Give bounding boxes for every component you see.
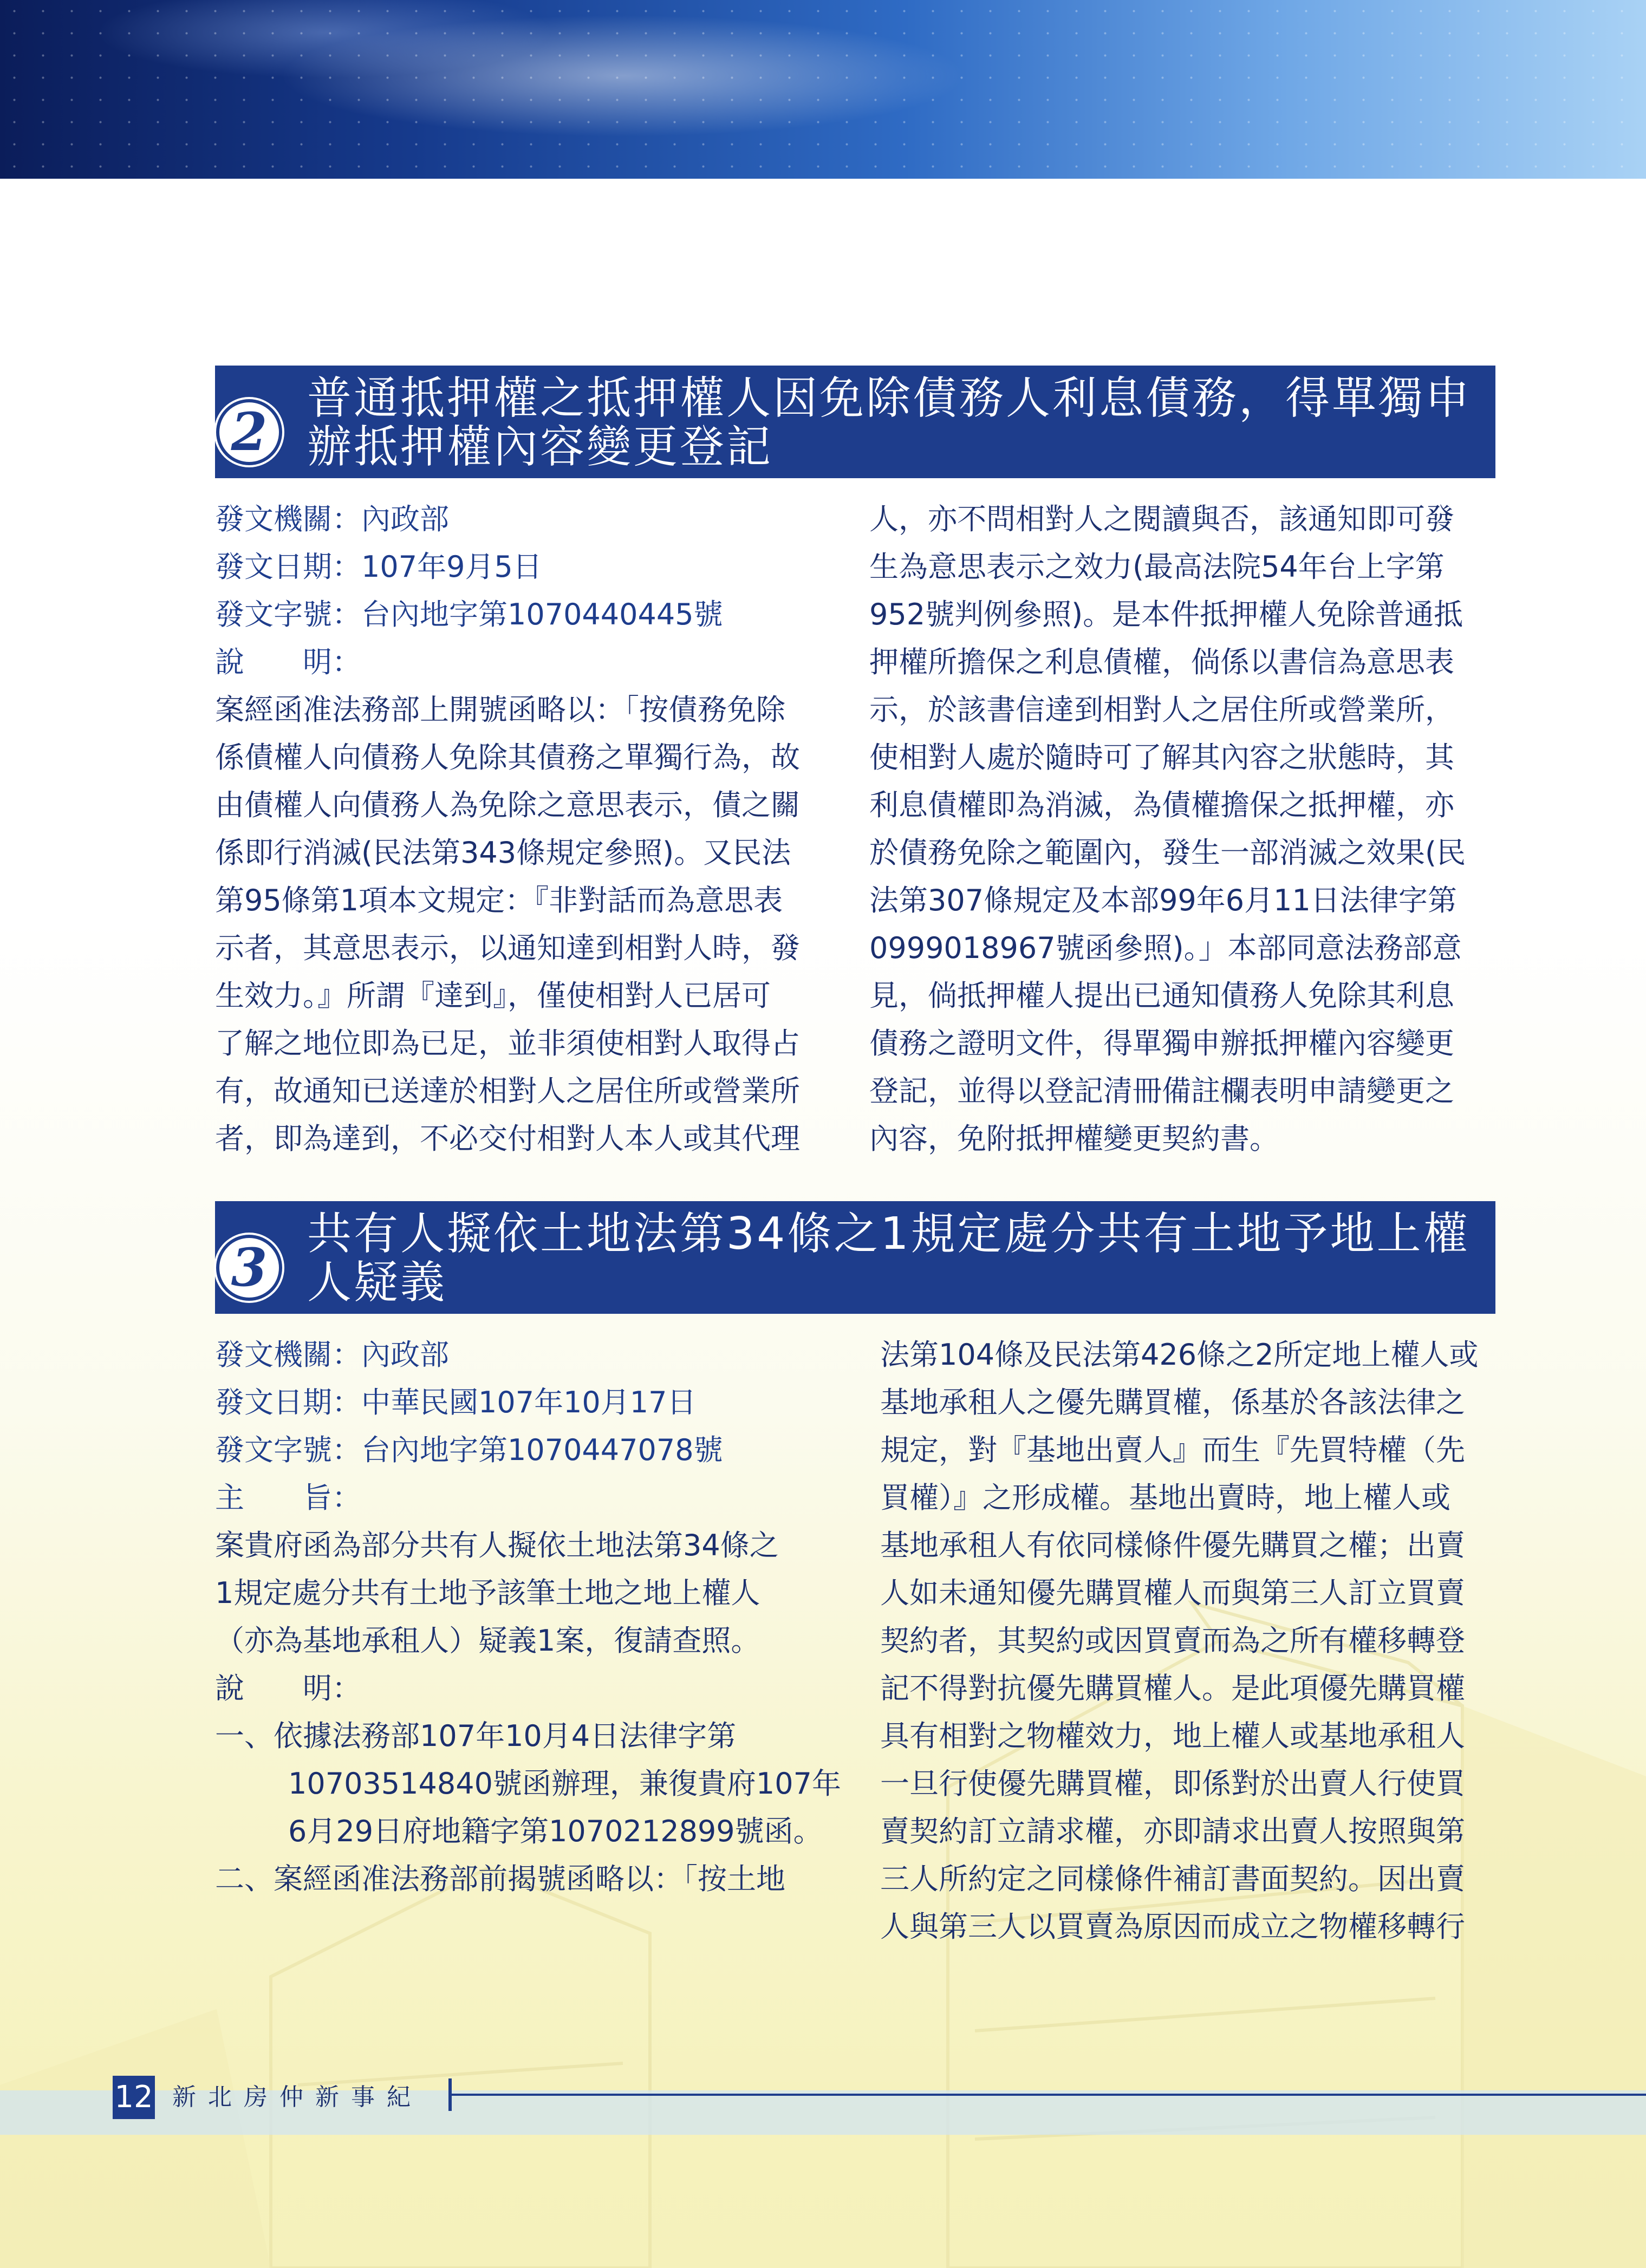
body-line: 952號判例參照)。是本件抵押權人免除普通抵 [869, 597, 1463, 631]
section-right-column [880, 1331, 1508, 1951]
body-line: 債務之證明文件，得單獨申辦抵押權內容變更 [869, 1026, 1454, 1060]
body-line: 生效力。』所謂『達到』，僅使相對人已居可 [215, 979, 771, 1013]
section-number-badge: 3 [216, 1235, 282, 1301]
subject-label: 主 旨： [215, 1481, 361, 1515]
body-line: 示者，其意思表示，以通知達到相對人時，發 [215, 931, 800, 965]
list-item-2: 二、案經函准法務部前揭號函略以：「按土地 [215, 1862, 785, 1896]
body-line: 三人所約定之同樣條件補訂書面契約。因出賣 [880, 1862, 1465, 1896]
section-title [307, 1210, 1477, 1307]
body-line: 係即行消滅(民法第343條規定參照)。又民法 [215, 836, 791, 870]
page-number: 12 [113, 2076, 155, 2119]
body-line: 由債權人向債務人為免除之意思表示，債之關 [215, 788, 800, 822]
body-line: 0999018967號函參照)。」本部同意法務部意 [869, 931, 1462, 965]
body-line: 見，倘抵押權人提出已通知債務人免除其利息 [869, 979, 1454, 1013]
document-number: 發文字號：台內地字第1070440445號 [215, 597, 723, 631]
body-line: 使相對人處於隨時可了解其內容之狀態時，其 [869, 740, 1454, 774]
body-line: 者，即為達到，不必交付相對人本人或其代理 [215, 1122, 800, 1156]
body-line: 人與第三人以買賣為原因而成立之物權移轉行 [880, 1909, 1465, 1944]
body-line: 買權）』之形成權。基地出賣時，地上權人或 [880, 1481, 1450, 1515]
document-number: 發文字號：台內地字第1070447078號 [215, 1433, 723, 1467]
body-line: 押權所擔保之利息債權，倘係以書信為意思表 [869, 645, 1454, 679]
body-line: 案經函准法務部上開號函略以：「按債務免除 [215, 693, 785, 727]
body-line: 登記，並得以登記清冊備註欄表明申請變更之 [869, 1074, 1454, 1108]
body-line: 賣契約訂立請求權，亦即請求出賣人按照與第 [880, 1814, 1465, 1848]
header-banner [0, 0, 1646, 179]
issue-date: 發文日期：中華民國107年10月17日 [215, 1385, 697, 1419]
section-title-line-1: 共有人擬依土地法第34條之1規定處分共有土地予地上權 [307, 1208, 1470, 1260]
section-title-line-1: 普通抵押權之抵押權人因免除債務人利息債務，得單獨申 [307, 373, 1472, 424]
explanation-label: 說 明： [215, 1671, 361, 1705]
section-title-line-2: 人疑義 [307, 1257, 447, 1308]
body-line: 記不得對抗優先購買權人。是此項優先購買權 [880, 1671, 1465, 1705]
section-title [307, 374, 1477, 472]
banner-stars [0, 0, 1646, 179]
body-line: 人，亦不問相對人之閱讀與否，該通知即可發 [869, 502, 1454, 536]
issuing-agency: 發文機關：內政部 [215, 502, 449, 536]
issue-date: 發文日期：107年9月5日 [215, 550, 542, 584]
body-line: 法第104條及民法第426條之2所定地上權人或 [880, 1338, 1479, 1372]
section-right-column [869, 496, 1498, 1163]
body-line: 案貴府函為部分共有人擬依土地法第34條之 [215, 1528, 779, 1562]
body-line: 內容，免附抵押權變更契約書。 [869, 1122, 1279, 1156]
body-line: 示，於該書信達到相對人之居住所或營業所， [869, 693, 1454, 727]
list-item-1-continued: 10703514840號函辦理，兼復貴府107年 [288, 1767, 841, 1801]
body-line: 係債權人向債務人免除其債務之單獨行為，故 [215, 740, 800, 774]
footer-rule-line [452, 2094, 1646, 2096]
issuing-agency: 發文機關：內政部 [215, 1338, 449, 1372]
list-item-1-continued: 6月29日府地籍字第1070212899號函。 [288, 1814, 823, 1848]
body-line: 基地承租人有依同樣條件優先購買之權；出賣 [880, 1528, 1465, 1562]
section-left-column [215, 1331, 843, 1903]
body-line: 規定，對『基地出賣人』而生『先買特權（先 [880, 1433, 1465, 1467]
body-line: 一旦行使優先購買權，即係對於出賣人行使買 [880, 1767, 1465, 1801]
body-line: 第95條第1項本文規定：『非對話而為意思表 [215, 883, 783, 917]
magazine-name: 新北房仲新事紀 [172, 2083, 422, 2111]
body-line: 有，故通知已送達於相對人之居住所或營業所 [215, 1074, 800, 1108]
body-line: 基地承租人之優先購買權，係基於各該法律之 [880, 1385, 1465, 1419]
body-line: 人如未通知優先購買權人而與第三人訂立買賣 [880, 1576, 1465, 1610]
body-line: （亦為基地承租人）疑義1案，復請查照。 [215, 1624, 760, 1658]
section-title-bar [215, 366, 1495, 478]
body-line: 契約者，其契約或因買賣而為之所有權移轉登 [880, 1624, 1465, 1658]
body-line: 生為意思表示之效力(最高法院54年台上字第 [869, 550, 1445, 584]
body-line: 於債務免除之範圍內，發生一部消滅之效果(民 [869, 836, 1466, 870]
body-line: 具有相對之物權效力，地上權人或基地承租人 [880, 1719, 1465, 1753]
section-title-bar [215, 1201, 1495, 1314]
body-line: 了解之地位即為已足，並非須使相對人取得占 [215, 1026, 800, 1060]
body-line: 1規定處分共有土地予該筆土地之地上權人 [215, 1576, 760, 1610]
explanation-label: 說 明： [215, 645, 361, 679]
list-item-1: 一、依據法務部107年10月4日法律字第 [215, 1719, 737, 1753]
body-line: 利息債權即為消滅，為債權擔保之抵押權，亦 [869, 788, 1454, 822]
section-title-line-2: 辦抵押權內容變更登記 [307, 421, 773, 473]
section-left-column [215, 496, 843, 1163]
section-number-badge: 2 [216, 399, 282, 465]
body-line: 法第307條規定及本部99年6月11日法律字第 [869, 883, 1457, 917]
